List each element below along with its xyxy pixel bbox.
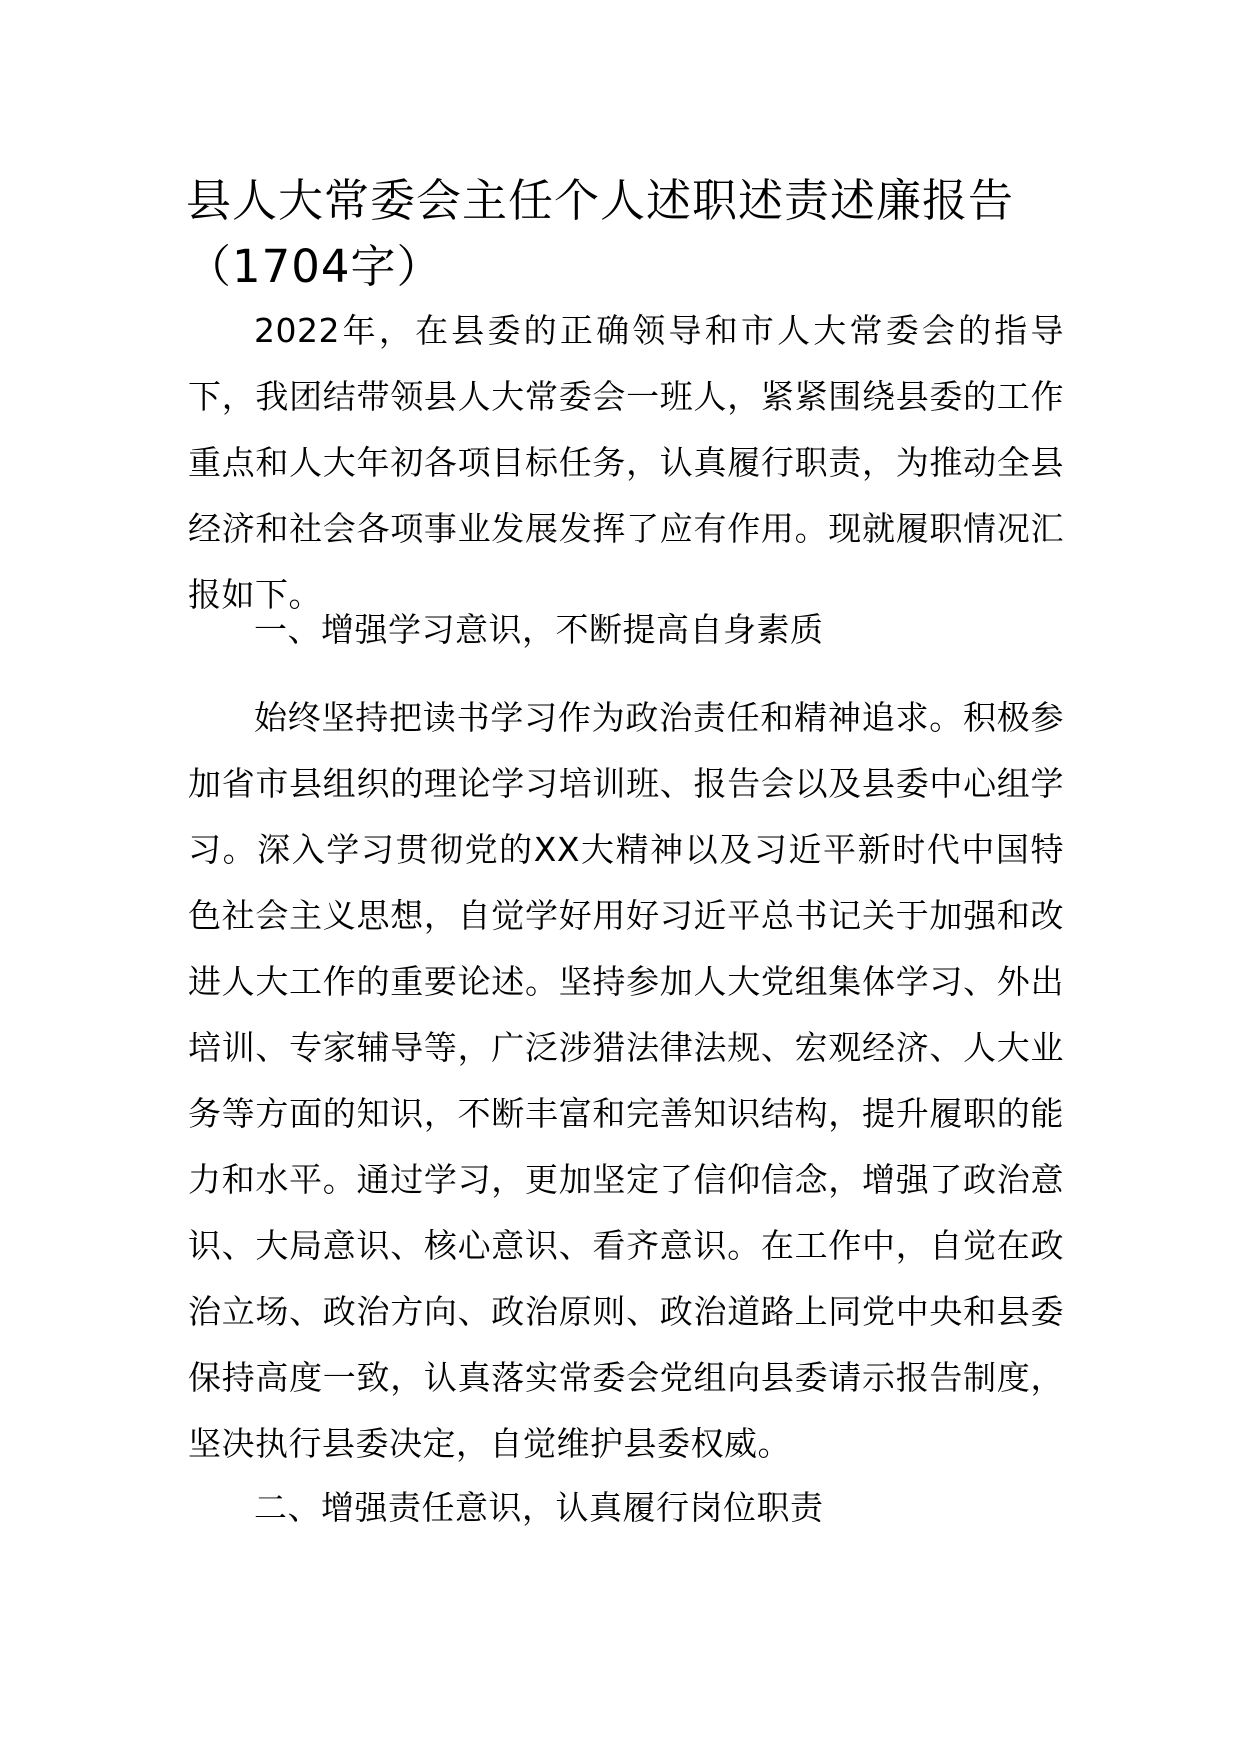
section-1-paragraph: 始终坚持把读书学习作为政治责任和精神追求。积极参加省市县组织的理论学习培训班、报告会以及县委中心组学习。深入学习贯彻党的XX大精神以及习近平新时代中国特色社会主义思想，自觉学好用好习近平总书记关于加强和改进人大工作的重要论述。坚持参加人大党组集体学习、外出培训、专家辅导等，广泛涉猎法律法规、宏观经济、人大业务等方面的知识，不断丰富和完善知识结构，提升履职的能力和水平。通过学习，更加坚定了信仰信念，增强了政治意识、大局意识、核心意识、看齐意识。在工作中，自觉在政治立场、政治方向、政治原则、政治道路上同党中央和县委保持高度一致，认真落实常委会党组向县委请示报告制度，坚决执行县委决定，自觉维护县委权威。 xyxy=(188,698,1064,1463)
section-heading-1: 一、增强学习意识，不断提高自身素质 xyxy=(254,610,824,649)
intro-paragraph: 2022年，在县委的正确领导和市人大常委会的指导下，我团结带领县人大常委会一班人，紧紧围绕县委的工作重点和人大年初各项目标任务，认真履行职责，为推动全县经济和社会各项事业发展发挥了应有作用。现就履职情况汇报如下。 xyxy=(188,311,1064,614)
document-title: 县人大常委会主任个人述职述责述廉报告（1704字） xyxy=(186,174,1015,293)
section-heading-2: 二、增强责任意识，认真履行岗位职责 xyxy=(254,1488,824,1527)
